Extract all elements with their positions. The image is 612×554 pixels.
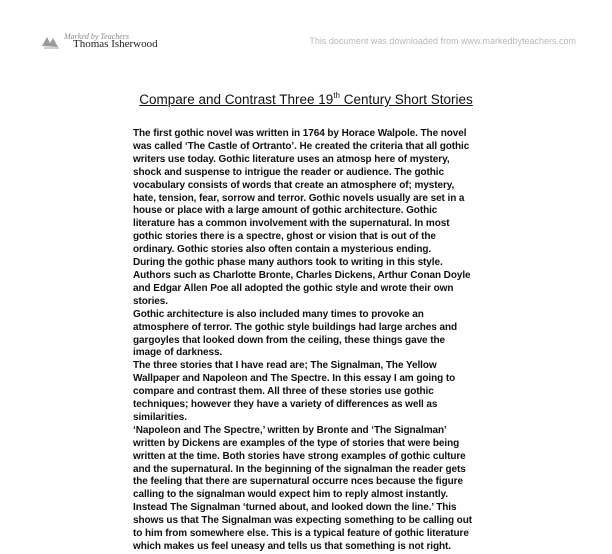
document-header — [0, 0, 612, 60]
text-line: During the gothic phase many authors took to writing in this style. — [133, 257, 443, 269]
text-line: Authors such as Charlotte Bronte, Charles Dickens, Arthur Conan Doyle — [133, 269, 471, 281]
text-line: compare and contrast them. All three of these stories use gothic — [133, 386, 434, 398]
text-line: ‘Napoleon and The Spectre,’ written by Bronte and ‘The Signalman’ — [133, 424, 447, 436]
text-line: similarities. — [133, 411, 187, 423]
text-line: ordinary. Gothic stories also often contain a mysterious ending. — [133, 244, 432, 256]
text-line: gothic stories there is a spectre, ghost or vision that is out of the — [133, 231, 436, 243]
document-title — [0, 91, 612, 107]
text-line: The three stories that I have read are; The Signalman, The Yellow — [133, 360, 437, 372]
title-rest: Century Short Stories — [339, 92, 473, 107]
text-line: shows us that The Signalman was expecting something to be calling out — [133, 515, 472, 527]
text-line: was called ‘The Castle of Ortranto’. He created the criteria that all gothic — [133, 140, 470, 152]
logo-text: Marked by Teachers — [64, 32, 130, 41]
text-line: writers use today. Gothic literature uses an atmosp here of mystery, — [133, 153, 450, 165]
text-line: vocabulary consists of words that create an atmosphere of; mystery, — [133, 179, 455, 191]
text-line: Gothic architecture is also included many times to provoke an — [133, 308, 424, 320]
title-superscript: th — [333, 91, 340, 100]
text-line: The first gothic novel was written in 1764 by Horace Walpole. The novel — [133, 128, 467, 139]
text-line: which makes us feel uneasy and tells us that something is not right. — [133, 541, 451, 552]
text-line: stories. — [133, 295, 168, 307]
marked-by-teachers-logo-icon — [40, 34, 62, 50]
text-line: gargoyles that looked down from the ceiling, these things gave the — [133, 334, 445, 346]
text-line: hate, tension, fear, sorrow and terror. Gothic novels usually are set in a — [133, 192, 465, 204]
text-line: atmosphere of terror. The gothic style buildings had large arches and — [133, 321, 457, 333]
author-name: Thomas Isherwood — [73, 38, 158, 50]
text-line: calling to the signalman would expect him to reply almost instantly. — [133, 489, 448, 501]
text-line: image of darkness. — [133, 347, 223, 359]
text-line: written at the time. Both stories have strong examples of gothic culture — [133, 450, 466, 462]
text-line: and Edgar Allen Poe all adopted the gothic style and wrote their own — [133, 282, 454, 294]
text-line: and the supernatural. In the beginning of the signalman the reader gets — [133, 463, 466, 475]
text-line: literature has a common involvement with the supernatural. In most — [133, 218, 450, 230]
text-line: to him from somewhere else. This is a typical feature of gothic literature — [133, 528, 469, 540]
text-line: shock and suspense to intrigue the reader or audience. The gothic — [133, 166, 444, 178]
text-line: house or place with a large amount of gothic architecture. Gothic — [133, 205, 438, 217]
text-line: Instead The Signalman ‘turned about, and looked down the line.’ This — [133, 502, 457, 514]
title-main: Compare and Contrast Three 19 — [139, 92, 334, 107]
text-line: Wallpaper and Napoleon and The Spectre. In this essay I am going to — [133, 373, 456, 385]
text-line: techniques; however they have a variety of differences as well as — [133, 399, 438, 411]
text-line: written by Dickens are examples of the type of stories that were being — [133, 437, 460, 449]
essay-body — [133, 128, 513, 554]
source-notice: This document was downloaded from www.markedbyteachers.com — [309, 36, 576, 46]
text-line: the feeling that there are supernatural occurre nces because the figure — [133, 476, 463, 488]
